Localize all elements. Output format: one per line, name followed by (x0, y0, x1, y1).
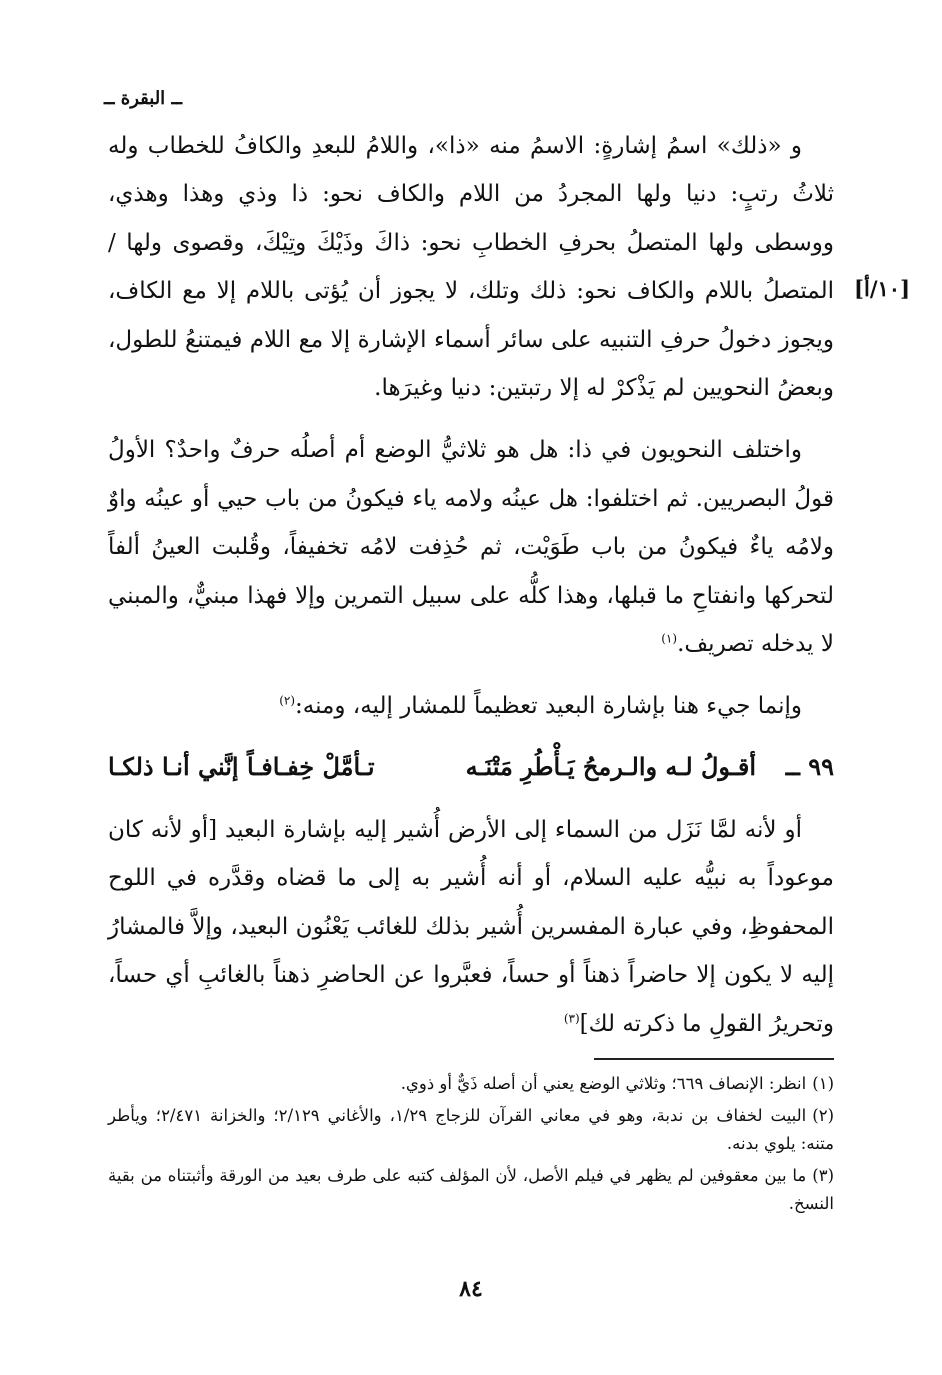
footnote-1-number: (١) (812, 1074, 834, 1093)
paragraph-4 (108, 806, 834, 1048)
footnote-marker-1: (١) (661, 631, 678, 646)
running-header: ــ البقرة ــ (103, 88, 182, 109)
verse-second-hemistich: تـأمَّلْ خِفـافـاً إنَّني أنـا ذلكـا (108, 752, 375, 781)
footnote-marker-2: (٢) (279, 693, 296, 708)
main-text-continued (108, 806, 834, 1048)
footnotes (108, 1070, 834, 1222)
paragraph-3 (108, 682, 834, 730)
paragraph-2-text: واختلف النحويون في ذا: هل هو ثلاثيُّ الوضع أم أصلُه حرفٌ واحدٌ؟ الأولُ قولُ البصريين. ثم اختلفوا: هل عينُه ولامه ياء فيكونُ من باب حيي أو عينُه واوٌ ولامُه ياءٌ فيكونُ من باب طَوَيْت، ثم حُذِفت لامُه تخفيفاً، وقُلبت العينُ ألفاً لتحركها وانفتاحِ ما قبلها، وهذا كلُّه على سبيل التمرين وإلا فهذا مبنيٌّ، والمبني لا يدخله تصريف. (108, 437, 834, 658)
paragraph-4-text: أو لأنه لمَّا نَزَل من السماء إلى الأرض أُشير إليه بإشارة البعيد [أو لأنه كان موعوداً به نبيُّه عليه السلام، أو أنه أُشير به إلى ما قضاه وقدَّره في اللوح المحفوظِ، وفي عبارة المفسرين أُشير بذلك للغائب يَعْنُون البعيد، وإلاَّ فالمشارُ إليه لا يكون إلا حاضراً ذهناً أو حساً، فعبَّروا عن الحاضرِ ذهناً بالغائبِ أي حساً، وتحريرُ القولِ ما ذكرته لك] (108, 817, 834, 1037)
footnote-2-number: (٢) (812, 1106, 835, 1125)
footnote-2-text: البيت لخفاف بن ندبة، وهو في معاني القرآن للزجاج ١/٢٩، والأغاني ٢/١٢٩؛ والخزانة ٢/٤٧١؛ ويأطر متنه: يلوي بدنه. (108, 1106, 834, 1153)
footnote-separator (594, 1058, 834, 1060)
paragraph-1: و «ذلك» اسمُ إشارةٍ: الاسمُ منه «ذا»، واللامُ للبعدِ والكافُ للخطاب وله ثلاثُ رتبٍ: دنيا ولها المجردُ من اللام والكاف نحو: ذا وذي وهذا وهذي، ووسطى ولها المتصلُ بحرفِ الخطابِ نحو: ذاكَ وذَيْكَ وتِيْكَ، وقصوى ولها / المتصلُ باللام والكاف نحو: ذلك وتلك، لا يجوز أن يُؤتى باللام إلا مع الكاف، ويجوز دخولُ حرفِ التنبيه على سائر أسماء الإشارة إلا مع اللام فيمتنعُ للطول، وبعضُ النحويين لم يَذْكرْ له إلا رتبتين: دنيا وغيرَها. (108, 133, 835, 402)
verse-number: ٩٩ ــ (785, 752, 834, 781)
poetry-verse (108, 752, 834, 792)
paragraph-3-text: وإنما جيء هنا بإشارة البعيد تعظيماً للمشار إليه، ومنه: (295, 693, 802, 720)
footnote-1 (108, 1070, 834, 1098)
footnote-3 (108, 1162, 834, 1218)
paragraph-2 (108, 426, 834, 668)
footnote-1-text: انظر: الإنصاف ٦٦٩؛ وثلاثي الوضع يعني أن أصله ذَيٌّ أو ذوي. (400, 1074, 807, 1093)
footnote-3-number: (٣) (812, 1166, 834, 1185)
footnote-2 (108, 1102, 834, 1158)
footnote-3-text: ما بين معقوفين لم يظهر في فيلم الأصل، لأن المؤلف كتبه على طرف بعيد من الورقة وأثبتناه من بقية النسخ. (108, 1166, 834, 1213)
page-number: ٨٤ (459, 1276, 483, 1302)
manuscript-folio-reference: [١٠/أ] (854, 276, 910, 301)
verse-first-hemistich: أقـولُ لـه والـرمحُ يَـأْطُرِ مَتْنَـه (465, 752, 756, 781)
main-text (108, 122, 834, 731)
footnote-marker-3: (٣) (563, 1010, 580, 1025)
